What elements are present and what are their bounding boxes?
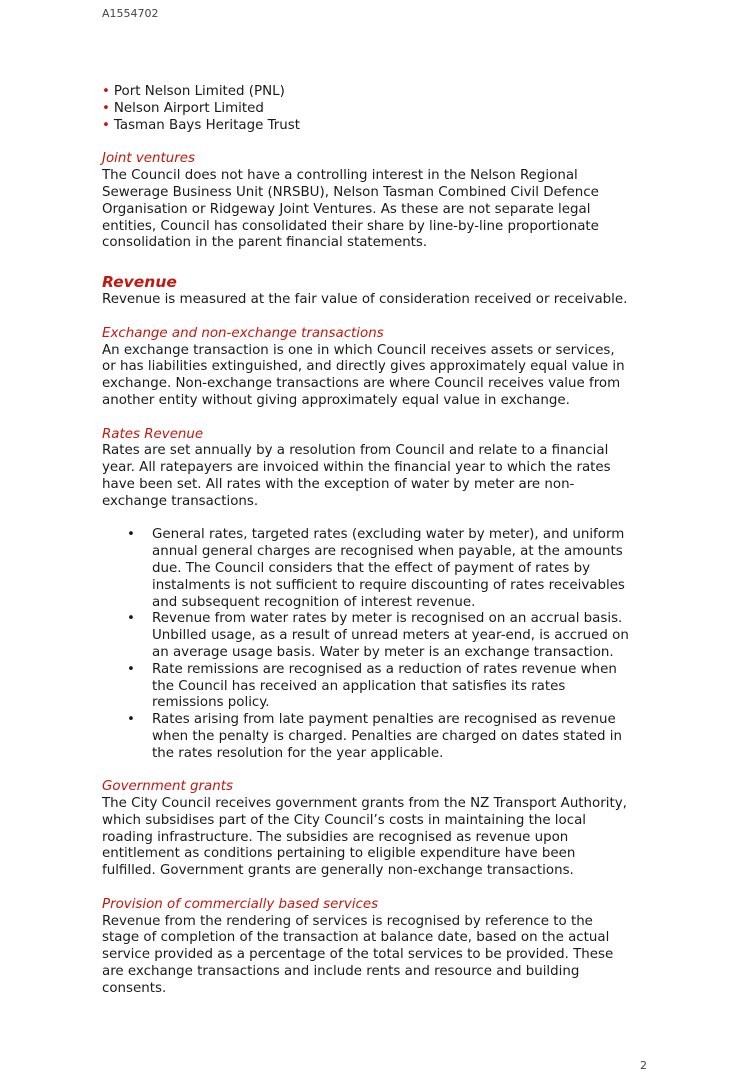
rates-heading: Rates Revenue bbox=[102, 426, 204, 442]
services-paragraph bbox=[102, 914, 662, 998]
list-item: • Port Nelson Limited (PNL) bbox=[102, 84, 285, 99]
grants-heading: Government grants bbox=[102, 779, 233, 795]
text-line: service provided as a percentage of the total services to be provided. These bbox=[102, 947, 614, 963]
revenue-intro: Revenue is measured at the fair value of consideration received or receivable. bbox=[102, 292, 628, 308]
list-item: • Nelson Airport Limited bbox=[102, 100, 264, 116]
bullet-icon: • bbox=[102, 84, 110, 99]
text-line: An exchange transaction is one in which Council receives assets or services, bbox=[102, 342, 615, 358]
text-line: entities, Council has consolidated their share by line-by-line proportionate bbox=[102, 218, 599, 234]
text-line: or has liabilities extinguished, and directly gives approximately equal value in bbox=[102, 359, 625, 375]
grants-paragraph bbox=[102, 796, 662, 880]
text-line: remissions policy. bbox=[152, 695, 270, 711]
text-line: Rates are set annually by a resolution from Council and relate to a financial bbox=[102, 443, 609, 459]
text-line: Organisation or Ridgeway Joint Ventures. As these are not separate legal bbox=[102, 201, 591, 217]
bullet-icon: • bbox=[127, 712, 135, 728]
text-line: Rates arising from late payment penalties are recognised as revenue bbox=[152, 712, 616, 728]
text-line: Rate remissions are recognised as a reduction of rates revenue when bbox=[152, 661, 617, 677]
entity-list bbox=[102, 84, 662, 134]
list-item bbox=[127, 662, 662, 712]
text-line: which subsidises part of the City Council’s costs in maintaining the local bbox=[102, 812, 587, 828]
exchange-paragraph bbox=[102, 343, 662, 410]
text-line: Unbilled usage, as a result of unread meters at year-end, is accrued on bbox=[152, 628, 629, 644]
text-line: The Council does not have a controlling interest in the Nelson Regional bbox=[102, 168, 578, 184]
bullet-icon: • bbox=[127, 611, 135, 627]
text-line: exchange transactions. bbox=[102, 493, 259, 509]
text-line: due. The Council considers that the effect of payment of rates by bbox=[152, 560, 591, 576]
document-id: A1554702 bbox=[102, 7, 159, 20]
bullet-icon: • bbox=[127, 661, 135, 677]
text-line: General rates, targeted rates (excluding water by meter), and uniform bbox=[152, 527, 625, 543]
list-item bbox=[127, 611, 662, 661]
list-item bbox=[127, 712, 662, 762]
services-heading: Provision of commercially based services bbox=[102, 896, 379, 912]
joint-ventures-heading: Joint ventures bbox=[102, 151, 195, 167]
text-line: stage of completion of the transaction at balance date, based on the actual bbox=[102, 930, 610, 946]
bullet-icon: • bbox=[102, 100, 110, 116]
bullet-icon: • bbox=[102, 117, 110, 133]
bullet-icon: • bbox=[127, 527, 135, 543]
list-item bbox=[127, 527, 662, 611]
joint-ventures-paragraph bbox=[102, 168, 662, 252]
exchange-heading: Exchange and non-exchange transactions bbox=[102, 325, 384, 341]
list-item: • Tasman Bays Heritage Trust bbox=[102, 117, 301, 133]
rates-paragraph bbox=[102, 443, 662, 510]
text-line: entitlement as conditions pertaining to eligible expenditure have been bbox=[102, 846, 576, 862]
document-body bbox=[102, 84, 662, 998]
text-line: the rates resolution for the year applicable. bbox=[152, 745, 444, 761]
text-line: are exchange transactions and include rents and resource and building bbox=[102, 964, 580, 980]
text-line: annual general charges are recognised when payable, at the amounts bbox=[152, 544, 623, 560]
text-line: The City Council receives government grants from the NZ Transport Authority, bbox=[102, 796, 627, 812]
revenue-section-title: Revenue bbox=[102, 273, 177, 292]
text-line: and subsequent recognition of interest revenue. bbox=[152, 594, 476, 610]
text-line: Revenue from the rendering of services is recognised by reference to the bbox=[102, 913, 593, 929]
text-line: an average usage basis. Water by meter is an exchange transaction. bbox=[152, 644, 614, 660]
text-line: consolidation in the parent financial statements. bbox=[102, 235, 428, 251]
text-line: Sewerage Business Unit (NRSBU), Nelson Tasman Combined Civil Defence bbox=[102, 184, 599, 200]
text-line: have been set. All rates with the exception of water by meter are non- bbox=[102, 476, 575, 492]
rates-bullet-list bbox=[102, 527, 662, 762]
text-line: roading infrastructure. The subsidies are recognised as revenue upon bbox=[102, 829, 569, 845]
text-line: consents. bbox=[102, 980, 167, 996]
text-line: another entity without giving approximately equal value in exchange. bbox=[102, 392, 570, 408]
page-number: 2 bbox=[640, 1059, 647, 1072]
text-line: instalments is not sufficient to require discounting of rates receivables bbox=[152, 577, 625, 593]
text-line: fulfilled. Government grants are generally non-exchange transactions. bbox=[102, 863, 574, 879]
text-line: exchange. Non-exchange transactions are where Council receives value from bbox=[102, 376, 621, 392]
text-line: when the penalty is charged. Penalties are charged on dates stated in bbox=[152, 728, 622, 744]
text-line: year. All ratepayers are invoiced within the financial year to which the rates bbox=[102, 460, 611, 476]
text-line: the Council has received an application that satisfies its rates bbox=[152, 678, 566, 694]
text-line: Revenue from water rates by meter is recognised on an accrual basis. bbox=[152, 611, 623, 627]
